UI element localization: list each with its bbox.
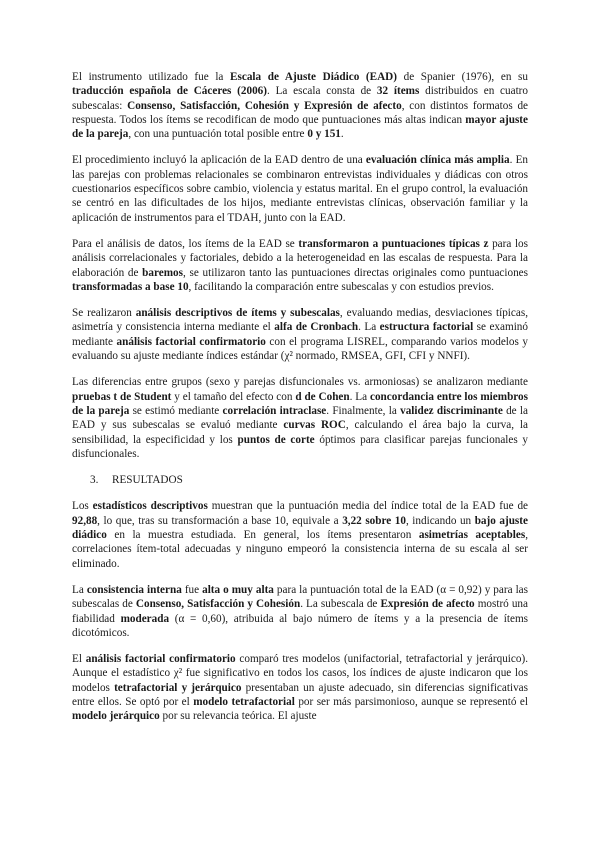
text-run: para los análisis correlacionales y factoriales, debido a la heterogeneidad en las escalas de respuesta. Para la elaboración de <box>72 237 528 279</box>
text-run: , correlaciones ítem-total adecuadas y ninguno empeoró la consistencia interna de su escala al ser eliminado. <box>72 529 528 570</box>
bold-text-run: traducción española de Cáceres (2006) <box>72 85 268 98</box>
bold-text-run: modelo jerárquico <box>72 710 160 723</box>
text-run: El procedimiento incluyó la aplicación de la EAD dentro de una <box>72 154 366 167</box>
bold-text-run: análisis descriptivos de ítems y subescalas <box>135 307 340 320</box>
bold-text-run: estructura factorial <box>379 321 474 334</box>
text-run: . La <box>358 321 380 334</box>
bold-text-run: consistencia interna <box>86 583 182 596</box>
text-run: se examinó mediante <box>72 321 528 348</box>
bold-text-run: alta o muy alta <box>202 583 274 596</box>
bold-text-run: asimetrías aceptables <box>418 529 526 542</box>
text-run: El instrumento utilizado fue la <box>72 71 231 83</box>
text-run: distribuidos en cuatro subescalas: <box>72 85 529 112</box>
bold-text-run: mayor ajuste de la pareja <box>72 113 528 141</box>
bold-text-run: Consenso, Satisfacción y Cohesión <box>135 598 301 611</box>
text-run: de la EAD y sus subescalas se evaluó mediante <box>72 404 528 432</box>
section-number: 3. <box>90 474 99 487</box>
text-run: se estimó mediante <box>129 404 223 417</box>
bold-text-run: concordancia entre los miembros de la pareja <box>72 390 529 417</box>
text-run: (α = 0,60), atribuida al bajo número de ítems y a la presencia de ítems dicotómicos. <box>72 612 529 639</box>
bold-text-run: correlación intraclase <box>222 404 327 417</box>
text-run: Se realizaron <box>72 307 136 320</box>
bold-text-run: 32 ítems <box>376 85 420 98</box>
text-run: , con una puntuación total posible entre <box>128 128 308 141</box>
text-run: fue <box>181 583 203 596</box>
bold-text-run: baremos <box>142 266 183 279</box>
bold-text-run: validez discriminante <box>400 404 503 417</box>
text-run: . La escala consta de <box>267 85 377 98</box>
paragraph <box>72 70 528 141</box>
results-section <box>72 499 528 723</box>
text-run: en la muestra estudiada. En general, los ítems presentaron <box>106 529 419 542</box>
text-run: , facilitando la comparación entre subescalas y con estudios previos. <box>188 280 494 293</box>
text-run: mostró una fiabilidad <box>72 598 528 625</box>
section-heading <box>90 473 528 487</box>
section-title: RESULTADOS <box>112 474 183 487</box>
methods-section <box>72 70 528 461</box>
text-run: , lo que, tras su transformación a base 10, equivale a <box>97 514 343 527</box>
paragraph <box>72 306 528 363</box>
text-run: . <box>340 128 344 141</box>
text-run: para la puntuación total de la EAD (α = 0,92) y para las subescalas de <box>72 583 528 611</box>
bold-text-run: 3,22 sobre 10 <box>342 514 406 527</box>
bold-text-run: moderada <box>120 612 170 625</box>
bold-text-run: curvas ROC <box>283 419 346 432</box>
text-run: , con distintos formatos de respuesta. Todos los ítems se recodifican de modo que puntuaciones más altas indican <box>72 99 529 126</box>
text-run: de Spanier (1976), en su <box>397 71 528 83</box>
text-run: muestran que la puntuación media del índice total de la EAD fue de <box>207 500 528 513</box>
text-run: . La <box>349 390 370 403</box>
bold-text-run: Expresión de afecto <box>380 598 475 611</box>
text-run: , se utilizaron tanto las puntuaciones directas originales como puntuaciones <box>182 266 528 279</box>
text-run: óptimos para clasificar parejas funcionales y disfuncionales. <box>72 433 529 460</box>
bold-text-run: pruebas t de Student <box>72 390 172 403</box>
bold-text-run: 92,88 <box>72 514 98 527</box>
text-run: Los <box>72 500 93 513</box>
text-run: . En las parejas con problemas relacionales se combinaron entrevistas individuales y diádicas con otros cuestionarios específicos sobre cambio, violencia y estatus marital. En el grupo control, la evaluación se centró en las dificultades de los hijos, mediante entrevistas clínicas, observación familiar y la aplicación de instrumentos para el TDAH, junto con la EAD. <box>72 154 529 224</box>
text-run: presentaban un ajuste adecuado, sin diferencias significativas entre ellos. Se optó por el <box>72 681 528 708</box>
bold-text-run: d de Cohen <box>295 390 350 403</box>
text-run: El <box>72 653 86 666</box>
paragraph <box>72 499 528 570</box>
paragraph <box>72 583 528 640</box>
bold-text-run: puntos de corte <box>237 433 315 446</box>
bold-text-run: 0 y 151 <box>307 128 341 141</box>
bold-text-run: transformadas a base 10 <box>72 280 189 293</box>
paragraph <box>72 153 528 224</box>
bold-text-run: Escala de Ajuste Diádico (EAD) <box>230 71 397 83</box>
bold-text-run: bajo ajuste diádico <box>72 514 528 542</box>
text-run: comparó tres modelos (unifactorial, tetrafactorial y jerárquico). Aunque el estadístico χ² fue significativo en todos los casos, los índices de ajuste indicaron que los modelos <box>72 653 528 694</box>
text-run: Las diferencias entre grupos (sexo y parejas disfuncionales vs. armoniosas) se analizaron mediante <box>72 376 528 389</box>
text-run: . Finalmente, la <box>326 404 401 417</box>
text-run: . La subescala de <box>300 598 381 611</box>
bold-text-run: estadísticos descriptivos <box>92 500 208 513</box>
bold-text-run: modelo tetrafactorial <box>193 695 295 708</box>
bold-text-run: alfa de Cronbach <box>274 321 359 334</box>
text-run: con el programa LISREL, comparando varios modelos y evaluando su ajuste mediante índices estándar (χ² normado, RMSEA, GFI, CFI y NNFI). <box>72 335 528 363</box>
bold-text-run: análisis factorial confirmatorio <box>85 653 236 666</box>
paragraph <box>72 652 528 723</box>
text-run: , indicando un <box>405 514 475 527</box>
document-page <box>72 70 528 736</box>
text-run: por su relevancia teórica. El ajuste <box>159 710 317 723</box>
bold-text-run: transformaron a puntuaciones típicas z <box>298 237 489 250</box>
text-run: La <box>72 583 87 596</box>
bold-text-run: Consenso, Satisfacción, Cohesión y Expresión de afecto <box>127 99 402 112</box>
text-run: por ser más parsimonioso, aunque se representó el <box>294 695 528 708</box>
text-run: y el tamaño del efecto con <box>171 390 296 403</box>
text-run: , calculando el área bajo la curva, la sensibilidad, la especificidad y los <box>72 419 528 446</box>
text-run: , evaluando medias, desviaciones típicas, asimetría y consistencia interna mediante el <box>72 307 528 334</box>
paragraph <box>72 237 528 294</box>
bold-text-run: análisis factorial confirmatorio <box>116 335 266 348</box>
paragraph <box>72 375 528 461</box>
bold-text-run: tetrafactorial y jerárquico <box>114 681 242 694</box>
bold-text-run: evaluación clínica más amplia <box>365 154 510 167</box>
text-run: Para el análisis de datos, los ítems de la EAD se <box>72 237 299 250</box>
